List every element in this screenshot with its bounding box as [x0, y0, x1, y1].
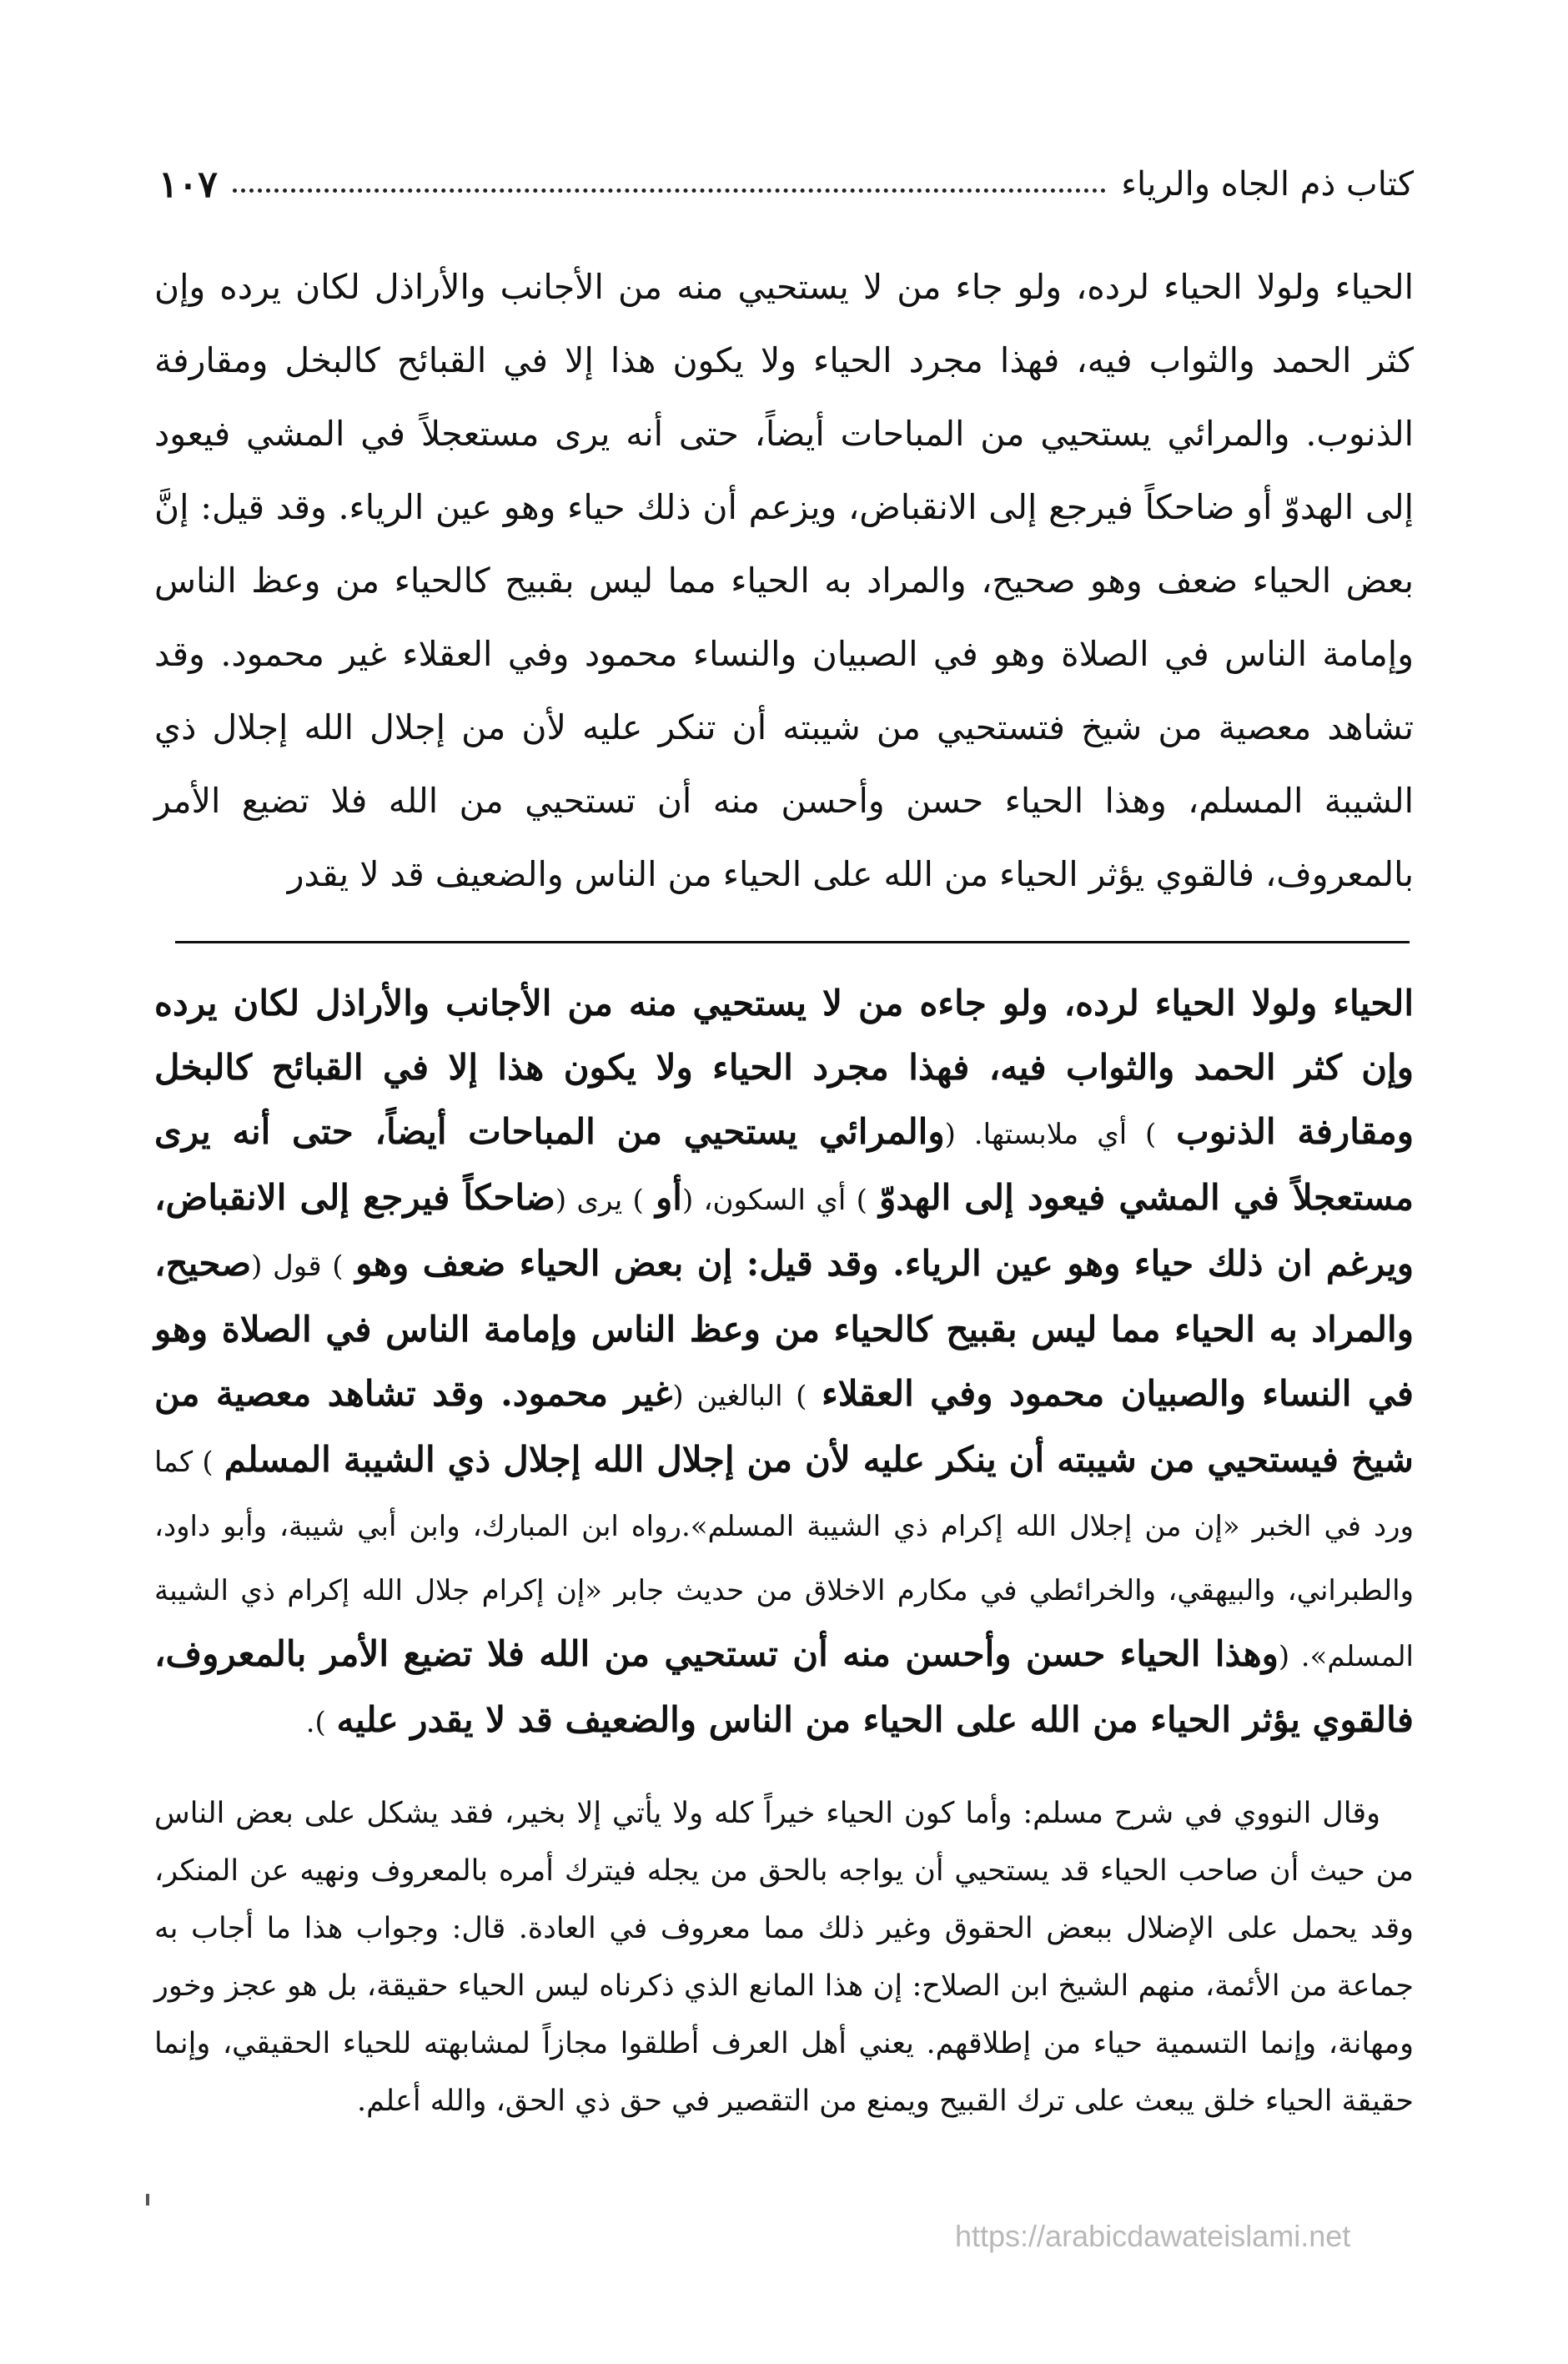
quoted-text: صحيح، والمراد به الحياء مما ليس بقبيح كالحياء من وعظ الناس وإمامة الناس في الصلاة وهو في النساء والصبيان محمود وفي العقلاء	[154, 1243, 1414, 1414]
commentary-block	[154, 972, 1414, 1754]
main-paragraph: الحياء ولولا الحياء لرده، ولو جاء من لا يستحيي منه من الأجانب والأراذل لكان يرده وإن كثر الحمد والثواب فيه، فهذا مجرد الحياء ولا يكون هذا إلا في القبائح كالبخل ومقارفة الذنوب. والمرائي يستحيي من المباحات أيضاً، حتى أنه يرى مستعجلاً في المشي فيعود إلى الهدوّ أو ضاحكاً فيرجع إلى الانقباض، ويزعم أن ذلك حياء وهو عين الرياء. وقد قيل: إنَّ بعض الحياء ضعف وهو صحيح، والمراد به الحياء مما ليس بقبيح كالحياء من وعظ الناس وإمامة الناس في الصلاة وهو في الصبيان والنساء محمود وفي العقلاء غير محمود. وقد تشاهد معصية من شيخ فتستحيي من شيبته أن تنكر عليه لأن من إجلال الله إجلال ذي الشيبة المسلم، وهذا الحياء حسن وأحسن منه أن تستحيي من الله فلا تضيع الأمر بالمعروف، فالقوي يؤثر الحياء من الله على الحياء من الناس والضعيف قد لا يقدر	[154, 267, 1414, 894]
footnote-paragraph: وقال النووي في شرح مسلم: وأما كون الحياء خيراً كله ولا يأتي إلا بخير، فقد يشكل على بعض الناس من حيث أن صاحب الحياء قد يستحيي أن يواجه بالحق من يجله فيترك أمره بالمعروف ونهيه عن المنكر، وقد يحمل على الإضلال ببعض الحقوق وغير ذلك مما معروف في العادة. قال: وجواب هذا ما أجاب به جماعة من الأئمة، منهم الشيخ ابن الصلاح: إن هذا المانع الذي ذكرناه ليس الحياء حقيقة، بل هو عجز وخور ومهانة، وإنما التسمية حياء من إطلاقهم. يعني أهل العرف أطلقوا مجازاً لمشابهته للحياء الحقيقي، وإنما حقيقة الحياء خلق يبعث على ترك القبيح ويمنع من التقصير في حق ذي الحق، والله أعلم.	[154, 1797, 1414, 2118]
quoted-text: ضاحكاً فيرجع إلى الانقباض، ويرغم ان ذلك حياء وهو عين الرياء. وقد قيل: إن بعض الحياء ضعف وهو	[154, 1177, 1414, 1284]
section-divider	[175, 941, 1410, 943]
quoted-text: وهذا الحياء حسن وأحسن منه أن تستحيي من الله فلا تضيع الأمر بالمعروف، فالقوي يؤثر الحياء من الله على الحياء من الناس والضعيف قد لا يقدر عليه	[154, 1633, 1414, 1740]
page-header	[158, 155, 1414, 214]
quoted-text: والمرائي يستحيي من المباحات أيضاً، حتى أنه يرى مستعجلاً في المشي فيعود إلى الهدوّ	[154, 1111, 1414, 1218]
watermark-url: https://arabicdawateislami.net	[955, 2219, 1351, 2253]
page-number: ١٠٧	[158, 163, 218, 206]
commentary-note: ) أي السكون، (	[681, 1184, 867, 1217]
commentary-note: ) أي ملابستها. (	[944, 1118, 1157, 1151]
scan-mark	[146, 2194, 149, 2206]
commentary-note: ) كما ورد في الخبر «إن من إجلال الله إكرام ذي الشيبة المسلم».رواه ابن المبارك، وابن أبي شيبة، وأبو داود، والطبراني، والبيهقي، والخرائطي في مكارم الاخلاق من حديث جابر «إن إكرام جلال الله إكرام ذي الشيبة المسلم». (	[154, 1446, 1414, 1673]
commentary-note: ) يرى (	[555, 1184, 644, 1217]
commentary-note: ) البالغين (	[672, 1380, 807, 1413]
main-text-block	[154, 250, 1414, 911]
commentary-note: ).	[305, 1706, 326, 1739]
commentary-paragraph	[154, 972, 1414, 1754]
commentary-note: ) قول (	[251, 1250, 344, 1283]
quoted-text: أو	[655, 1177, 682, 1218]
header-dot-leader	[233, 177, 1106, 193]
running-title: كتاب ذم الجاه والرياء	[1121, 165, 1414, 204]
footnote-block	[154, 1785, 1414, 2130]
quoted-text: غير محمود. وقد تشاهد معصية من شيخ فيستحيي من شيبته أن ينكر عليه لأن من إجلال الله إجلال ذي الشيبة المسلم	[154, 1373, 1414, 1480]
quoted-text: الحياء ولولا الحياء لرده، ولو جاءه من لا يستحيي منه من الأجانب والأراذل لكان يرده وإن كثر الحمد والثواب فيه، فهذا مجرد الحياء ولا يكون هذا إلا في القبائح كالبخل ومقارفة الذنوب	[154, 983, 1415, 1152]
